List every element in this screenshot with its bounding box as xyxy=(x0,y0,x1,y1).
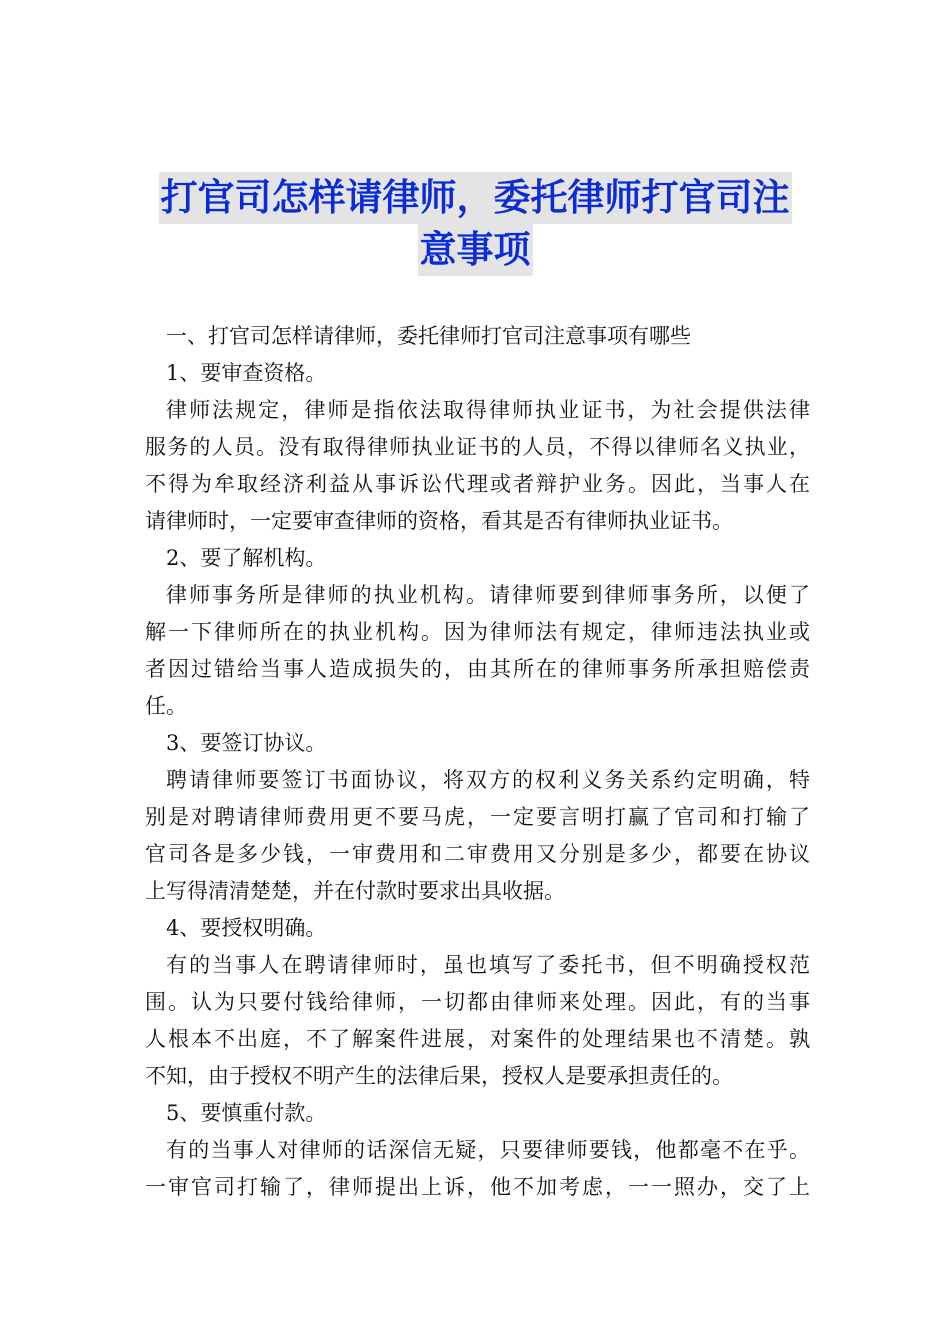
paragraph-line: 有的当事人在聘请律师时，虽也填写了委托书，但不明确授权范 xyxy=(166,953,810,977)
paragraph-line: 不得为牟取经济利益从事诉讼代理或者辩护业务。因此，当事人在 xyxy=(145,472,810,496)
paragraph-line: 一、打官司怎样请律师，委托律师打官司注意事项有哪些 xyxy=(166,324,691,348)
paragraph-line: 别是对聘请律师费用更不要马虎，一定要言明打赢了官司和打输了 xyxy=(145,805,810,829)
document-title xyxy=(140,172,810,276)
title-line-1: 打官司怎样请律师，委托律师打官司注 xyxy=(159,172,792,224)
paragraph-line: 2、要了解机构。 xyxy=(166,546,327,570)
paragraph-line: 官司各是多少钱，一审费用和二审费用又分别是多少，都要在协议 xyxy=(145,842,810,866)
paragraph-line: 围。认为只要付钱给律师，一切都由律师来处理。因此，有的当事 xyxy=(145,990,810,1014)
paragraph-line: 请律师时，一定要审查律师的资格，看其是否有律师执业证书。 xyxy=(145,509,733,533)
paragraph-line: 一审官司打输了，律师提出上诉，他不加考虑，一一照办，交了上 xyxy=(145,1175,810,1199)
paragraph-line: 解一下律师所在的执业机构。因为律师法有规定，律师违法执业或 xyxy=(145,620,810,644)
paragraph-line: 任。 xyxy=(145,694,187,718)
paragraph-line: 律师事务所是律师的执业机构。请律师要到律师事务所，以便了 xyxy=(166,583,810,607)
document-body xyxy=(145,318,810,1206)
paragraph-line: 1、要审查资格。 xyxy=(166,361,327,385)
title-line-2: 意事项 xyxy=(418,224,533,276)
paragraph-line: 聘请律师要签订书面协议，将双方的权利义务关系约定明确，特 xyxy=(166,768,810,792)
paragraph-line: 有的当事人对律师的话深信无疑，只要律师要钱，他都毫不在乎。 xyxy=(166,1138,810,1162)
paragraph-line: 人根本不出庭，不了解案件进展，对案件的处理结果也不清楚。孰 xyxy=(145,1027,810,1051)
paragraph-line: 者因过错给当事人造成损失的，由其所在的律师事务所承担赔偿责 xyxy=(145,657,810,681)
paragraph-line: 5、要慎重付款。 xyxy=(166,1101,327,1125)
paragraph-line: 4、要授权明确。 xyxy=(166,916,327,940)
paragraph-line: 律师法规定，律师是指依法取得律师执业证书，为社会提供法律 xyxy=(166,398,810,422)
paragraph-line: 3、要签订协议。 xyxy=(166,731,327,755)
paragraph-line: 上写得清清楚楚，并在付款时要求出具收据。 xyxy=(145,879,565,903)
paragraph-line: 不知，由于授权不明产生的法律后果，授权人是要承担责任的。 xyxy=(145,1064,733,1088)
paragraph-line: 服务的人员。没有取得律师执业证书的人员，不得以律师名义执业， xyxy=(145,435,810,459)
